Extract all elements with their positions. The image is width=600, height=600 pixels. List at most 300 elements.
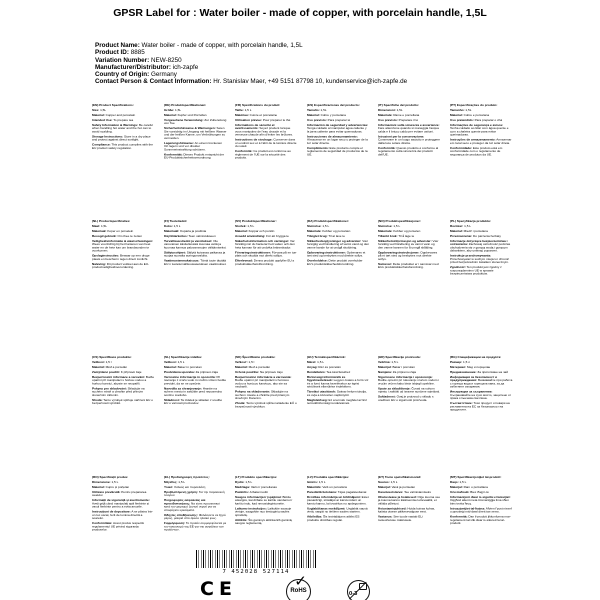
field-text: Χαλκός και πορσελάνη (173, 485, 205, 489)
lang-block-field (235, 519, 298, 526)
field-label: Samsvar: (378, 262, 392, 266)
field-text: Var försiktig när du hanterar hett vatten och den heta kannan för att undvika brännskador. (235, 239, 295, 250)
field-text: Säilytä kuivassa paikassa ja suojaa suoralta auringonvalolta. (163, 250, 225, 258)
field-label: Säilytysohjeet: (163, 250, 186, 255)
field-label: Informacje dotyczące bezpieczeństwa i ostrzeżenia: (449, 239, 507, 246)
lang-block-field (235, 366, 298, 369)
lang-block-field (92, 481, 155, 484)
lang-block-header: (SK) Špecifikácie produktu: (235, 355, 276, 359)
field-text: Ce produit est conforme au règlement de l'UE sur la sécurité des produits. (235, 149, 291, 160)
field-text: K přípravě čaje (120, 370, 142, 374)
field-text: Vær forsigtig ved håndtering af varmt vand og den varme kande for at undgå skoldning. (306, 239, 369, 250)
info-label: Country of Origin: (95, 71, 150, 79)
field-label: Naleving: (92, 262, 106, 266)
lang-block-field (450, 366, 513, 369)
lang-block-field (92, 387, 155, 397)
lang-block-field (235, 150, 298, 160)
lang-block-field (92, 399, 155, 406)
field-label: Conformità: (378, 146, 396, 150)
lang-block-header: (NL) Productspecificaties: (92, 219, 131, 223)
lang-block-header: (FR) Spécifications du produit: (235, 103, 281, 107)
field-text: Varis ir porcelianas (250, 485, 277, 489)
field-label: Sicherheitshinweise & Warnungen: (163, 126, 216, 130)
info-value: NEW-8250 (150, 56, 182, 64)
lang-block-content (92, 356, 155, 407)
field-label: Użu maħsub: (449, 490, 469, 494)
field-label: Oppbevaringsinstruksjoner: (378, 250, 420, 255)
lang-block-field (378, 496, 441, 506)
lang-block-nl (92, 220, 155, 356)
field-label: Materjal: (378, 485, 391, 489)
lang-block-content (378, 476, 441, 524)
lang-block-field (164, 240, 227, 250)
lang-block-field (378, 491, 441, 494)
rohs-check-icon: ✓ (294, 573, 307, 590)
field-label: Käyttötarkoitus: (163, 234, 188, 238)
field-label: Información de seguridad y advertencias: (306, 123, 368, 127)
field-text: Vær forsiktig ved håndtering av varmt vann og den varme kannen for å unngå skålding. (378, 239, 439, 250)
lang-block-content (307, 104, 370, 158)
field-label: Megfelelőség: (306, 398, 328, 402)
lang-block-field (307, 481, 370, 484)
field-text: Tee valmistamiseks (404, 490, 431, 494)
lang-block-field (378, 124, 441, 134)
field-label: Material: (306, 113, 320, 117)
field-label: Saugos informacija ir įspėjimai: (235, 495, 282, 499)
lang-block-field (307, 371, 370, 374)
field-text: Pour préparer le thé (262, 118, 291, 122)
field-text: Tējas pagatavošanai (337, 490, 366, 494)
lang-block-field (307, 119, 370, 122)
field-text: Šis gaminys atitinka ES gaminių saugos reglamentą. (235, 518, 293, 525)
field-text: 1,5 L (463, 224, 471, 228)
field-label: Material: (92, 113, 105, 117)
field-text: Przechowywać w suchym miejscu i chronić przed bezpośrednim światłem słonecznym. (449, 257, 509, 264)
field-label: Uzglabāšanas norādījumi: (306, 506, 345, 511)
field-text: 1,5L (100, 224, 107, 228)
lang-block-sl (164, 356, 227, 476)
field-label: Przeznaczenie: (449, 234, 472, 238)
lang-block-field (307, 507, 370, 514)
field-label: Efterlevnad: (235, 259, 253, 263)
lang-block-sv (235, 220, 298, 356)
lang-block-field (92, 109, 155, 112)
field-label: Lagerungshinweise: (163, 141, 194, 145)
lang-block-field (164, 514, 227, 521)
field-label: Materiaal: (92, 229, 107, 233)
field-text: Seien Sie vorsichtig im Umgang mit heißem Wasser und der heißen Kanne, um Verbrühungen zu vermeiden. (163, 126, 226, 140)
field-label: Intended Use: (92, 118, 113, 122)
field-text: Šis izstrādājums atbilst ES produktu drošības regulai. (306, 515, 359, 522)
lang-block-field (378, 230, 441, 233)
lang-block-field (92, 376, 155, 386)
lang-block-field (378, 235, 441, 238)
lang-block-field (164, 230, 227, 233)
barcode (196, 550, 316, 568)
lang-block-field (164, 361, 227, 364)
field-label: Materiale: (378, 229, 393, 233)
field-label: Materiál: (92, 365, 105, 369)
field-text: Denna produkt uppfyller EU:s produktsäkerhetsförordning. (235, 259, 295, 266)
field-label: Opslaginstructies: (92, 254, 120, 258)
lang-block-field (164, 109, 227, 112)
field-text: Būkite atsargūs, kai dirbate su karštu vandeniu ir karštu indu, kad nenusidegintumėte. (235, 495, 293, 506)
field-text: Buďte opatrní pri manipulácii s horúcou vodou a horúcou kanvicou, aby ste sa neobarili. (235, 378, 289, 389)
field-text: Aveți grijă când manipulați apă fierbinte și vasul fierbinte pentru a evita arsurile. (92, 501, 150, 509)
field-label: Cumplimiento: (306, 146, 329, 150)
lang-block-header: (EN) Product Specifications: (92, 103, 134, 107)
field-text: Внимавайте при работа с гореща вода и горещата кана, за да избегнете изгаряния. (449, 378, 512, 389)
lang-block-field (378, 516, 441, 523)
field-label: Conformité: (235, 149, 253, 153)
lang-block-header: (DE) Produktspezifikationen: (163, 103, 206, 107)
lang-block-field (92, 486, 155, 489)
field-text: Meď a porcelán (248, 365, 271, 369)
field-text: 1,5 L (316, 360, 324, 364)
field-text: Aħżen f'post niexef u pprotieġi mid-dawl dirett tax-xemx. (449, 506, 512, 514)
field-text: Zur Zubereitung von Tee (163, 118, 226, 125)
field-text: Tea készítéséhez (325, 370, 350, 374)
field-label: Υλικό: (163, 485, 173, 489)
lang-block-field (307, 114, 370, 117)
lang-block-header: (CS) Specifikace produktu: (92, 355, 132, 359)
field-text: Dan il-prodott jikkonforma mar-regolament tal-UE dwar is-sikurezza tal-prodotti. (449, 515, 511, 525)
field-label: Safety Information & Warnings: (92, 123, 139, 127)
lang-block-field (235, 240, 298, 250)
field-label: Overholdelse: (306, 259, 328, 263)
field-text: Til at lave te (327, 234, 345, 238)
age-warning-label: 0-3 (349, 591, 358, 597)
field-text: Oppbevares på et tørt sted og beskyttes mot direkte sollys. (378, 250, 438, 261)
lang-block-no (378, 220, 441, 356)
info-row (95, 64, 515, 71)
lang-block-field (235, 119, 298, 122)
lang-block-field (378, 507, 441, 514)
field-text: This product complies with the EU product safety regulation. (92, 143, 153, 150)
field-label: Určené použitie: (235, 370, 260, 374)
field-label: Sikkerhedsoplysninger og advarsler: (306, 239, 361, 243)
field-text: 1,5 L (321, 224, 329, 228)
lang-block-header: (BG) Спецификации на продукта: (449, 355, 501, 359)
lang-block-cs (92, 356, 155, 476)
field-text: Čuvati na suhom mjestu i zaštititi od izravne sunčeve svjetlosti. (378, 386, 441, 394)
field-text: Arbatai ruošti (249, 490, 268, 494)
field-text: Το προϊόν συμμορφώνεται με τον κανονισμό της ΕΕ για την ασφάλεια των προϊόντων. (163, 521, 226, 532)
lang-block-field (378, 376, 441, 386)
lang-block-field (164, 486, 227, 489)
field-text: Almacenar en un lugar seco y proteger de la luz solar directa. (306, 138, 368, 145)
field-text: 1,5 L (390, 480, 398, 484)
field-text: Biex tħejji t-tè (469, 490, 489, 494)
field-label: Anyag: (306, 365, 317, 369)
info-label: Product ID: (95, 49, 129, 57)
lang-block-field (164, 376, 227, 386)
field-label: Utilizare prevăzută: (92, 490, 121, 494)
field-label: Instructions de stockage: (235, 138, 273, 142)
lang-block-field (92, 499, 155, 509)
field-label: Informations de sécurité et avertissements: (235, 123, 275, 130)
lang-block-header: (ES) Especificaciones del producto: (306, 103, 360, 107)
lang-block-field (378, 396, 441, 403)
lang-block-header: (IT) Specifiche del prodotto: (378, 103, 420, 107)
lang-block-field (92, 225, 155, 228)
lang-block-header: (LV) Produkta specifikācijas: (306, 475, 349, 479)
lang-block-field (164, 387, 227, 397)
lang-block-field (92, 263, 155, 270)
lang-block-field (307, 486, 370, 489)
field-label: Veličina: (378, 360, 391, 364)
field-text: Ole varovainen käsitellessäsi kuumaa vettä ja kuumaa kannua palovammojen välttämiseksi. (163, 239, 226, 250)
lang-block-header: (HR) Specifikacije proizvoda: (378, 355, 421, 359)
field-text: Hranite na suhem mestu in zaščitite pred neposredno sončno svetlobo. (163, 386, 222, 397)
field-text: Ez a termék megfelel az EU termékbiztonsági rendeletének. (306, 398, 367, 405)
lang-block-content (164, 356, 227, 407)
field-label: Paredzētā lietošana: (306, 490, 337, 494)
field-text: Om thee te zetten (117, 234, 143, 238)
field-text: Cupru și porțelan (105, 485, 130, 489)
lang-block-de (164, 104, 227, 220)
field-text: 1,5L (320, 108, 327, 112)
field-text: Olge kuuma vee ja kuuma kannu käsitsemisel ettevaatlik, et vältida põletusi. (378, 495, 441, 506)
field-label: Avsedd användning: (235, 234, 266, 238)
field-label: Informații de siguranță și avertismente: (92, 498, 150, 502)
lang-block-field (450, 371, 513, 374)
field-label: Shoda: (92, 398, 103, 402)
lang-block-field (450, 391, 513, 401)
field-text: Soyez prudent lorsque vous manipulez de l'eau chaude et la verseuse chaude afin d'éviter les brûlures. (235, 126, 293, 137)
field-label: Tárolási utasítások: (306, 390, 336, 394)
lang-block-field (235, 402, 298, 409)
field-label: Predvidena uporaba: (163, 370, 195, 374)
field-text: Pentru prepararea ceaiului (92, 490, 147, 497)
field-text: Ten produkt jest zgodny z rozporządzeniem UE w sprawie bezpieczeństwa produktów. (449, 265, 502, 276)
field-text: Preparare il tè (398, 118, 419, 122)
field-label: Drošības informācija un brīdinājumi: (306, 495, 361, 499)
field-label: Zamýšlené použití: (92, 370, 120, 374)
field-text: 1,5 L (244, 108, 252, 112)
field-label: Instruções de armazenamento: (449, 138, 496, 142)
lang-block-field (164, 142, 227, 152)
lang-block-field (92, 124, 155, 134)
lang-block-field (378, 486, 441, 489)
lang-block-field (307, 147, 370, 157)
lang-block-field (164, 119, 227, 126)
field-label: Suurus: (378, 480, 390, 484)
field-label: Maat: (92, 224, 101, 228)
lang-block-header: (HU) Termékspecifikációk: (306, 355, 346, 359)
field-text: Budite oprezni pri rukovanju vrućom vodom i vrućim vrčem kako biste izbjegli opekline. (378, 378, 440, 386)
field-text: Armazenar em local seco e proteger da luz solar direta. (449, 138, 511, 145)
lang-block-field (92, 255, 155, 262)
field-label: Material: (92, 485, 105, 489)
lang-block-field (450, 516, 513, 526)
field-label: Turvallisuustiedot ja varoitukset: (163, 239, 212, 243)
lang-block-field (450, 147, 513, 157)
field-label: Materiał: (449, 229, 463, 233)
field-text: Acest produs respectă regulamentul UE privind siguranța produselor. (92, 521, 144, 532)
lang-block-header: (ET) Toote spetsifikatsioonid: (378, 475, 422, 479)
lang-block-content (235, 104, 298, 162)
field-text: Be careful when handling hot water and the hot can to avoid scalding. (92, 123, 153, 134)
field-text: Cobre e porcelana (463, 113, 489, 117)
field-label: Tilsigtet brug: (306, 234, 328, 238)
lang-block-field (450, 109, 513, 112)
lang-block-field (450, 266, 513, 276)
lang-block-field (235, 114, 298, 117)
field-label: Storlek: (235, 224, 247, 228)
lang-block-field (450, 119, 513, 122)
lang-block-header: (PL) Specyfikacja produktu: (449, 219, 491, 223)
lang-block-content (164, 220, 227, 268)
field-text: Koper en porselein (107, 229, 134, 233)
field-label: Sikkerhetsinformasjon og advarsler: (378, 239, 432, 243)
field-label: Matériau: (235, 113, 249, 117)
field-label: Konformität: (163, 152, 183, 157)
lang-block-field (307, 399, 370, 406)
lang-block-field (235, 251, 298, 258)
field-label: Размер: (449, 360, 462, 364)
field-label: Istruzioni per la conservazione: (378, 134, 425, 139)
field-text: Opbevares et tørt sted og beskyttes mod direkte sollys. (306, 250, 365, 258)
info-value: Water boiler - made of copper, with porcelain handle, 1,5L (141, 42, 303, 49)
info-row (95, 78, 515, 85)
lang-block-pl (450, 220, 513, 356)
lang-block-field (378, 147, 441, 157)
field-text: Dieses Produkt entspricht der EU-Produktsicherheitsverordnung. (163, 152, 224, 160)
lang-block-field (235, 371, 298, 374)
lang-block-header: (RO) Specificații produs: (92, 475, 129, 479)
field-text: Baker in porcelan (177, 365, 202, 369)
field-label: Μέγεθος: (163, 480, 177, 484)
field-text: Cuivre et porcelaine (249, 113, 278, 117)
lang-block-field (92, 235, 155, 238)
lang-block-field (378, 240, 441, 250)
field-text: Réz és porcelán (317, 365, 341, 369)
field-text: 1,5 L (111, 480, 119, 484)
field-label: Varnostne informacije in opozorila: (163, 375, 216, 379)
field-label: Pokyny na skladovanie: (235, 390, 271, 394)
field-text: Til å lage te (398, 234, 415, 238)
footer (0, 548, 600, 600)
field-label: Πληροφορίες ασφαλείας και προειδοποιήσεις: (163, 498, 205, 506)
field-label: Größe: (163, 108, 174, 112)
lang-block-field (92, 119, 155, 122)
field-label: Informazioni sulla sicurezza e avvertenze: (378, 123, 440, 127)
lang-block-field (235, 124, 298, 137)
lang-block-content (164, 104, 227, 162)
field-text: 1,5 L (245, 480, 253, 484)
field-label: Atitiktis: (235, 518, 248, 522)
field-text: 1,5L (464, 108, 471, 112)
field-label: Zgodność: (449, 265, 466, 269)
field-label: Tamanho: (449, 108, 465, 112)
lang-block-field (235, 376, 298, 389)
barcode-digits: 7 452028 527114 (222, 569, 290, 575)
field-label: Pokyny pro skladování: (92, 386, 127, 391)
lang-block-header: (FI) Tuotetiedot: (163, 219, 187, 223)
lang-block-content (92, 220, 155, 271)
lang-block-field (92, 114, 155, 117)
field-text: Съхранявайте на сухо място, защитено от пряка слънчева светлина. (449, 393, 511, 400)
field-text: Questo prodotto è conforme al regolamento sulla sicurezza dei prodotti dell'UE. (378, 146, 439, 157)
field-text: 1,5L (100, 108, 107, 112)
field-text: Förvara på en torr plats och skydda mot direkt solljus. (235, 250, 297, 258)
lang-block-field (378, 481, 441, 484)
lang-block-field (450, 225, 513, 228)
field-text: Bewaar op een droge plaats en bescherm tegen direct zonlicht. (92, 254, 150, 261)
field-label: Konformità: (449, 515, 468, 519)
info-row (95, 49, 515, 56)
lang-block-it (378, 104, 441, 220)
field-text: Kobber og porselen (393, 229, 421, 233)
field-text: За приготвяне на чай (476, 370, 508, 374)
field-text: Για την παρασκευή τσαγιού (163, 490, 225, 497)
ce-mark-icon: CE (200, 578, 237, 600)
lang-block-field (307, 230, 370, 233)
field-label: Conformitate: (92, 521, 113, 525)
info-value: Hr. Stanislav Maer, +49 5151 87798 10, kundenservice@ich-zapfe.de (213, 78, 408, 86)
field-label: Tiltenkt bruk: (378, 234, 398, 238)
lang-block-field (164, 522, 227, 532)
lang-block-field (235, 230, 298, 233)
field-text: 1,5 L (393, 224, 401, 228)
lang-block-field (307, 251, 370, 258)
lang-block-field (450, 361, 513, 364)
field-label: Instrucțiuni de depozitare: (92, 510, 131, 514)
lang-block-field (307, 235, 370, 238)
field-text: Koppar och porslin (248, 229, 275, 233)
lang-block-content (378, 104, 441, 158)
field-text: Para preparar o chá (474, 118, 502, 122)
lang-block-field (378, 225, 441, 228)
field-text: 1,5L (396, 108, 403, 112)
lang-block-content (450, 356, 513, 414)
field-label: Materijal: (378, 365, 392, 369)
field-text: 1,5 L (318, 480, 326, 484)
info-value: ich-zapfe (172, 63, 199, 71)
field-label: Materiál: (235, 365, 248, 369)
lang-block-content (378, 356, 441, 404)
field-text: 1,5 L (247, 224, 255, 228)
lang-block-field (92, 522, 155, 532)
lang-block-field (450, 240, 513, 253)
field-label: Opbevaringsinstruktioner: (306, 250, 346, 255)
lang-block-content (450, 220, 513, 278)
lang-block-field (450, 507, 513, 514)
lang-block-content (307, 220, 370, 268)
lang-block-field (450, 139, 513, 146)
field-text: 1,5 L (458, 480, 466, 484)
field-label: Материал: (449, 365, 466, 369)
lang-block-field (307, 376, 370, 389)
lang-block-field (307, 260, 370, 267)
lang-block-bg (450, 356, 513, 476)
lang-block-field (307, 135, 370, 145)
field-label: Instrucciones de almacenamiento: (306, 134, 358, 139)
lang-block-field (450, 235, 513, 238)
lang-block-content (92, 104, 155, 152)
lang-block-field (164, 127, 227, 140)
lang-block-field (378, 371, 441, 374)
field-text: Do parzenia herbaty (472, 234, 501, 238)
lang-block-field (164, 114, 227, 117)
field-label: Veľkosť: (235, 360, 248, 364)
lang-block-field (235, 260, 298, 267)
field-text: För att brygga te (266, 234, 289, 238)
lang-block-fi (164, 220, 227, 356)
field-text: Fare attenzione quando si maneggia l'acqua calda e il bricco caldo per evitare ustioni. (378, 126, 439, 134)
lang-block-field (307, 516, 370, 523)
